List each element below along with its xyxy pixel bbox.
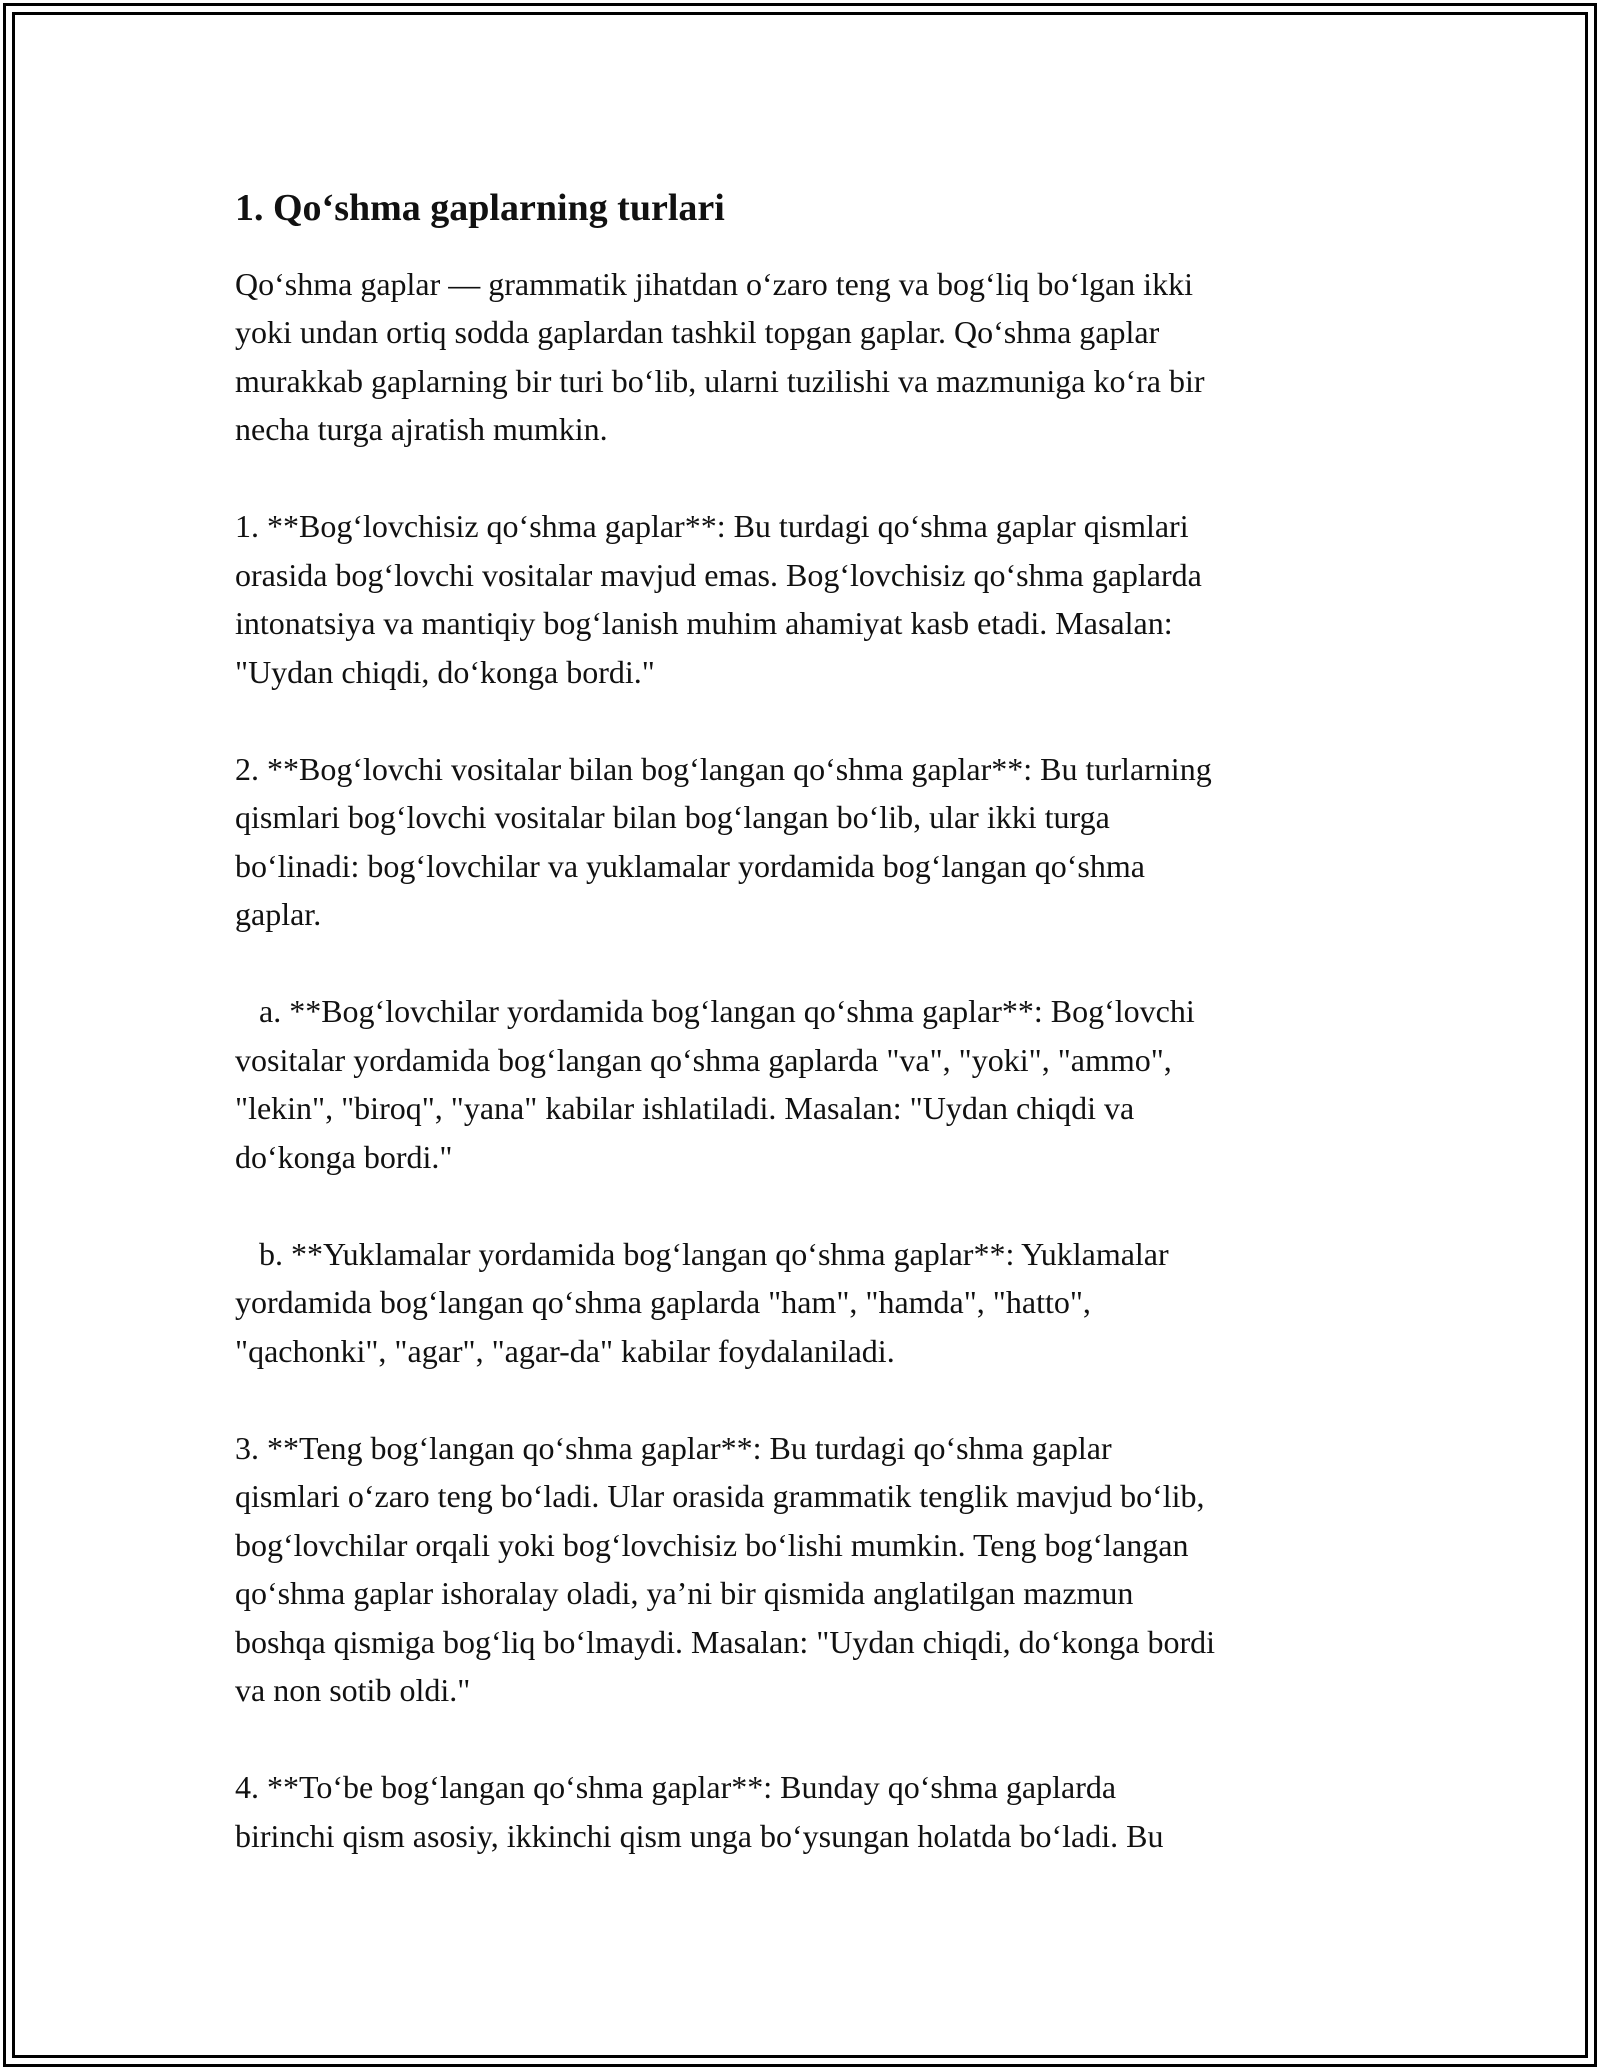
- paragraph-spacer: [235, 1181, 1375, 1230]
- paragraph-spacer: [235, 696, 1375, 745]
- list-item-1: 1. **Bog‘lovchisiz qo‘shma gaplar**: Bu turdagi qo‘shma gaplar qismlari orasida bog‘lovchi vositalar mavjud emas. Bog‘lovchisiz qo‘shma gaplarda intonatsiya va mantiqiy bog‘lanish muhim ahamiyat kasb etadi. Masalan: "Uydan chiqdi, do‘konga bordi.": [235, 508, 1202, 690]
- intro-paragraph: Qo‘shma gaplar — grammatik jihatdan o‘zaro teng va bog‘liq bo‘lgan ikki yoki undan ortiq sodda gaplardan tashkil topgan gaplar. Qo‘shma gaplar murakkab gaplarning bir turi bo‘lib, ularni tuzilishi va mazmuniga ko‘ra bir necha turga ajratish mumkin.: [235, 265, 1205, 448]
- document-body: [235, 186, 1375, 1860]
- list-item-2: 2. **Bog‘lovchi vositalar bilan bog‘langan qo‘shma gaplar**: Bu turlarning qismlari bog‘lovchi vositalar bilan bog‘langan bo‘lib, ular ikki turga bo‘linadi: bog‘lovchilar va yuklamalar yordamida bog‘langan qo‘shma gaplar.: [235, 750, 1212, 933]
- list-item-4: 4. **To‘be bog‘langan qo‘shma gaplar**: Bunday qo‘shma gaplarda birinchi qism asosiy, ikkinchi qism unga bo‘ysungan holatda bo‘ladi. Bu: [235, 1769, 1164, 1854]
- list-item-3: 3. **Teng bog‘langan qo‘shma gaplar**: Bu turdagi qo‘shma gaplar qismlari o‘zaro teng bo‘ladi. Ular orasida grammatik tenglik mavjud bo‘lib, bog‘lovchilar orqali yoki bog‘lovchisiz bo‘lishi mumkin. Teng bog‘langan qo‘shma gaplar ishoralay oladi, ya’ni bir qismida anglatilgan mazmun boshqa qismiga bog‘liq bo‘lmaydi. Masalan: "Uydan chiqdi, do‘konga bordi va non sotib oldi.": [235, 1429, 1216, 1709]
- list-item-2a: a. **Bog‘lovchilar yordamida bog‘langan qo‘shma gaplar**: Bog‘lovchi vositalar yordamida bog‘langan qo‘shma gaplarda "va", "yoki", "ammo", "lekin", "biroq", "yana" kabilar ishlatiladi. Masalan: "Uydan chiqdi va do‘konga bordi.": [235, 993, 1195, 1175]
- paragraph-spacer: [235, 1375, 1375, 1424]
- section-heading: 1. Qo‘shma gaplarning turlari: [235, 187, 725, 229]
- paragraph-spacer: [235, 454, 1375, 503]
- list-item-2b: b. **Yuklamalar yordamida bog‘langan qo‘shma gaplar**: Yuklamalar yordamida bog‘langan qo‘shma gaplarda "ham", "hamda", "hatto", "qachonki", "agar", "agar-da" kabilar foydalaniladi.: [235, 1235, 1169, 1369]
- paragraph-spacer: [235, 939, 1375, 988]
- paragraph-spacer: [235, 1715, 1375, 1764]
